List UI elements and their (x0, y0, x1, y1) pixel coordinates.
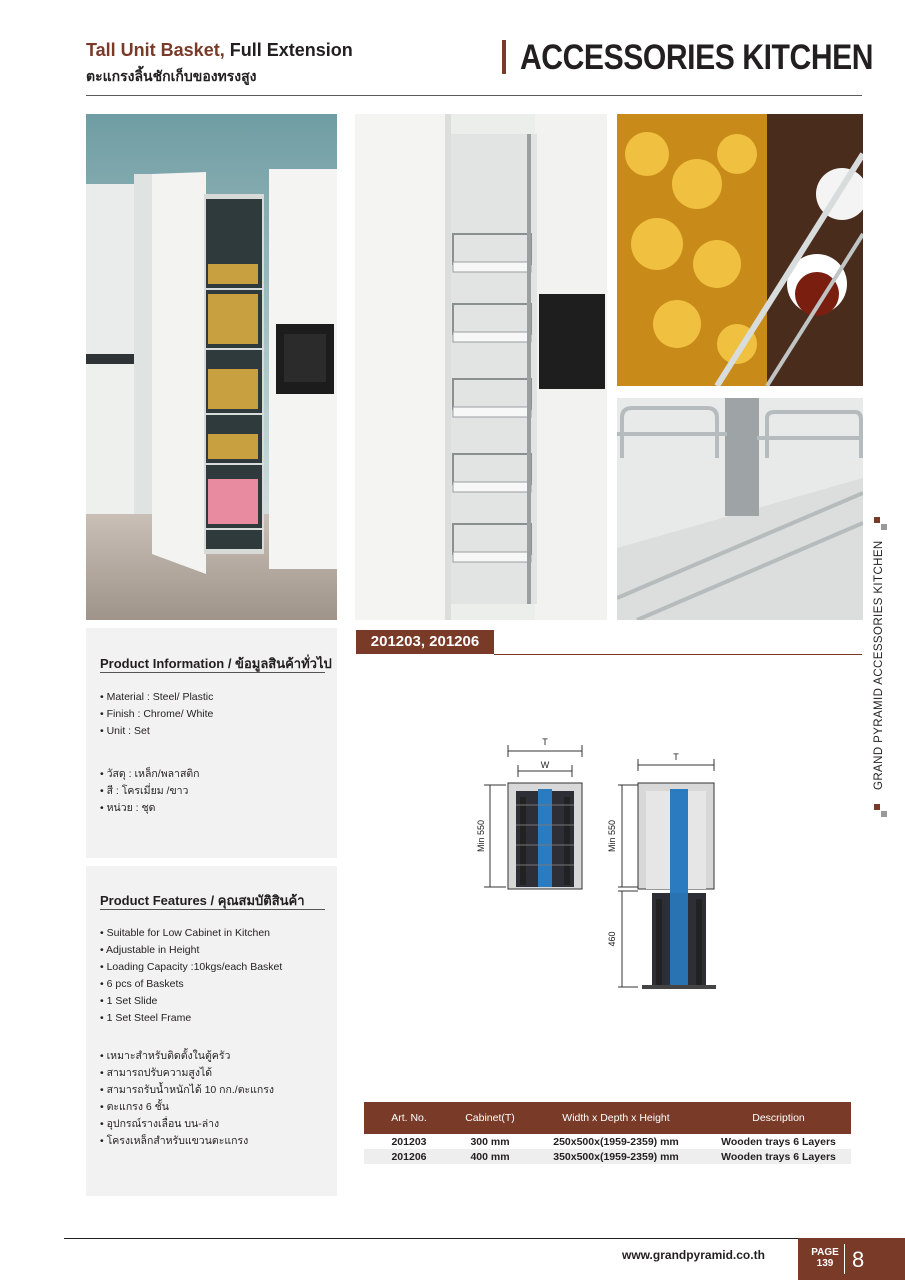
list-item: • เหมาะสำหรับติดตั้งในตู้ครัว (100, 1048, 274, 1065)
page-label (810, 1247, 840, 1269)
list-item: • สามารถรับน้ำหนักได้ 10 กก./ตะแกรง (100, 1082, 274, 1099)
table-cell: Wooden trays 6 Layers (706, 1134, 851, 1149)
spec-table (364, 1102, 851, 1164)
basket-photo (355, 114, 607, 620)
list-item: • วัสดุ : เหล็ก/พลาสติก (100, 766, 200, 783)
model-codes-rule (494, 654, 862, 655)
list-item: • สี : โครเมี่ยม /ขาว (100, 783, 200, 800)
list-item: • Suitable for Low Cabinet in Kitchen (100, 925, 282, 942)
side-square-bottom-grey (881, 811, 887, 817)
list-item: • ตะแกรง 6 ชั้น (100, 1099, 274, 1116)
list-item: • อุปกรณ์รางเลื่อน บน-ล่าง (100, 1116, 274, 1133)
list-item: • Loading Capacity :10kgs/each Basket (100, 959, 282, 976)
dim-w: W (540, 760, 550, 770)
rail-detail-photo (617, 398, 863, 620)
side-label: GRAND PYRAMID ACCESSORIES KITCHEN (873, 540, 885, 790)
page-label-text: PAGE (811, 1247, 839, 1258)
product-info-panel (86, 628, 337, 858)
list-item: • สามารถปรับความสูงได้ (100, 1065, 274, 1082)
list-item: • Unit : Set (100, 723, 213, 740)
side-square-top-grey (881, 524, 887, 530)
kitchen-photo (86, 114, 337, 620)
dim-min-left: Min 550 (476, 819, 486, 853)
category-title: ACCESSORIES KITCHEN (520, 38, 874, 77)
table-cell: 350x500x(1959-2359) mm (526, 1149, 706, 1164)
product-info-underline (100, 672, 325, 673)
page-number-divider (844, 1244, 845, 1274)
table-cell: 250x500x(1959-2359) mm (526, 1134, 706, 1149)
table-header-row (364, 1102, 851, 1134)
dim-t-right: T (673, 752, 679, 762)
side-square-top (874, 517, 880, 523)
product-info-list-en (100, 689, 213, 740)
list-item: • 1 Set Slide (100, 993, 282, 1010)
dim-extension: 460 (607, 931, 617, 947)
table-cell: 201203 (364, 1134, 454, 1149)
product-features-list-th (100, 1048, 274, 1150)
col-art-no: Art. No. (364, 1102, 454, 1134)
table-row (364, 1134, 851, 1149)
website-link[interactable]: www.grandpyramid.co.th (622, 1248, 765, 1262)
product-features-underline (100, 909, 325, 910)
list-item: • Adjustable in Height (100, 942, 282, 959)
product-info-list-th (100, 766, 200, 817)
side-square-bottom (874, 804, 880, 810)
page-total: 139 (816, 1258, 834, 1269)
table-cell: Wooden trays 6 Layers (706, 1149, 851, 1164)
product-info-title: Product Information / ข้อมูลสินค้าทั่วไป (100, 656, 332, 671)
list-item: • Finish : Chrome/ White (100, 706, 213, 723)
product-features-list-en (100, 925, 282, 1027)
table-cell: 201206 (364, 1149, 454, 1164)
col-dimensions: Width x Depth x Height (526, 1102, 706, 1134)
page-number-box (798, 1238, 905, 1280)
dimension-diagram (470, 735, 730, 995)
dim-min-right: Min 550 (607, 819, 617, 853)
header-divider (86, 95, 862, 96)
col-description: Description (706, 1102, 851, 1134)
list-item: • หน่วย : ชุด (100, 800, 200, 817)
page-title: Tall Unit Basket, Full Extension (86, 40, 353, 60)
page-subtitle-thai: ตะแกรงลิ้นชักเก็บของทรงสูง (86, 68, 257, 84)
list-item: • 6 pcs of Baskets (100, 976, 282, 993)
product-features-panel (86, 866, 337, 1196)
product-features-title: Product Features / คุณสมบัติสินค้า (100, 893, 305, 908)
list-item: • โครงเหล็กสำหรับแขวนตะแกรง (100, 1133, 274, 1150)
page-number: 8 (852, 1247, 865, 1272)
jars-photo (617, 114, 863, 386)
category-accent-bar (502, 40, 506, 74)
col-cabinet: Cabinet(T) (454, 1102, 526, 1134)
list-item: • 1 Set Steel Frame (100, 1010, 282, 1027)
footer-divider (64, 1238, 798, 1239)
table-cell: 300 mm (454, 1134, 526, 1149)
model-codes-badge: 201203, 201206 (356, 630, 494, 654)
table-row (364, 1149, 851, 1164)
dim-t-left: T (542, 737, 548, 747)
list-item: • Material : Steel/ Plastic (100, 689, 213, 706)
table-cell: 400 mm (454, 1149, 526, 1164)
